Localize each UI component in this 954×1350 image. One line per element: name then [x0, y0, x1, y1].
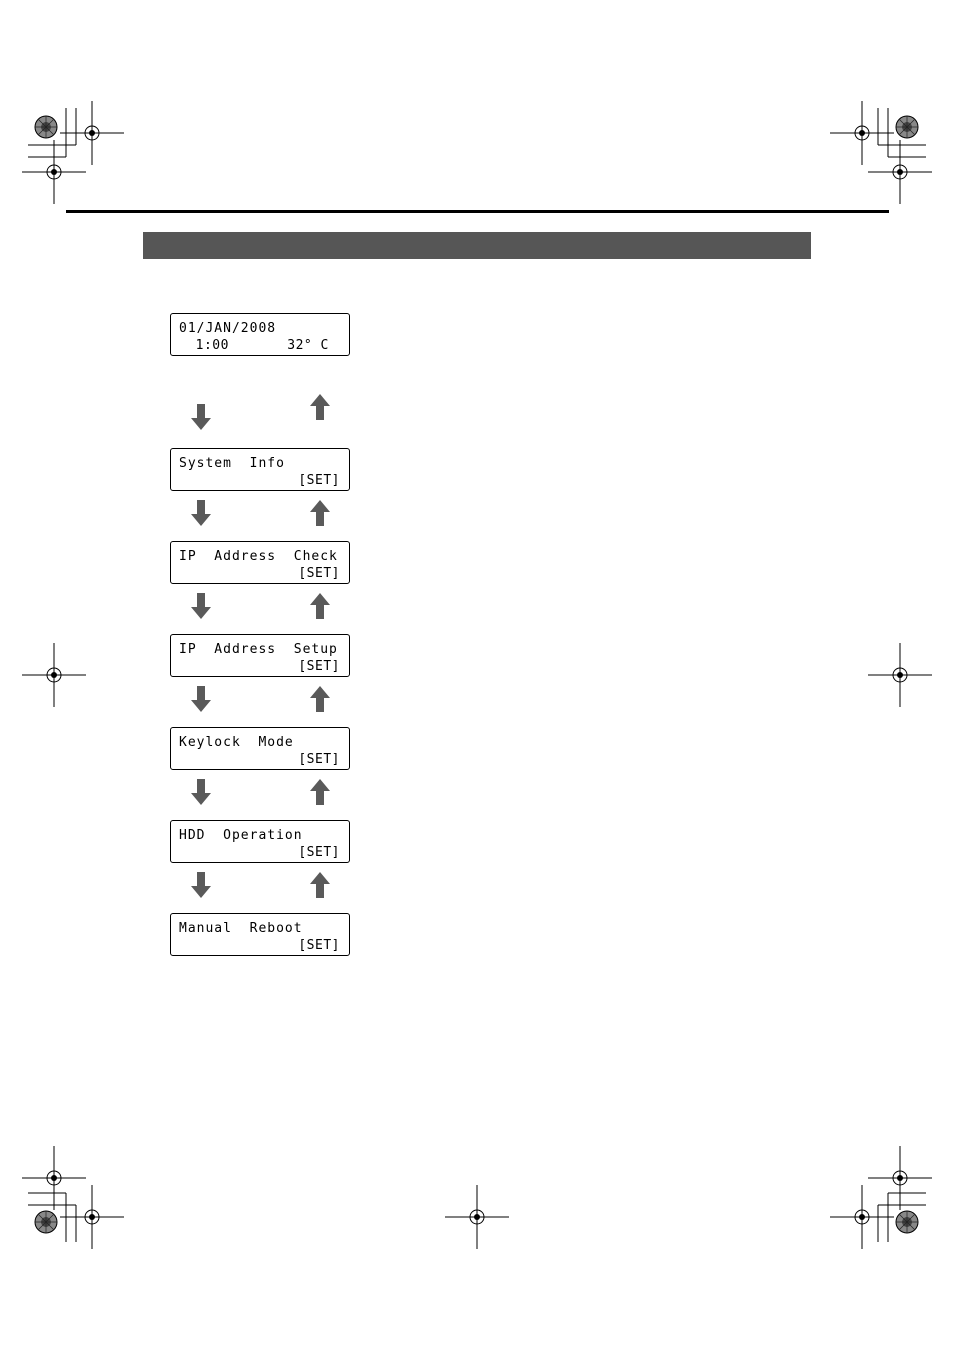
lcd-menu-label: Manual Reboot	[179, 921, 303, 936]
header-rule	[66, 210, 889, 213]
up-arrow-icon	[309, 593, 331, 619]
lcd-set-label: [SET]	[298, 752, 340, 767]
lcd-menu-label: IP Address Check	[179, 549, 338, 564]
up-arrow-icon	[309, 686, 331, 712]
lcd-menu-label: System Info	[179, 456, 285, 471]
down-arrow-icon	[190, 593, 212, 619]
down-arrow-icon	[190, 872, 212, 898]
lcd-time-temp: 1:00 32° C	[179, 338, 329, 353]
up-arrow-icon	[309, 872, 331, 898]
lcd-menu-label: Keylock Mode	[179, 735, 294, 750]
down-arrow-icon	[190, 500, 212, 526]
lcd-set-label: [SET]	[298, 473, 340, 488]
lcd-screen-ip-address-setup	[170, 634, 350, 677]
up-arrow-icon	[309, 500, 331, 526]
lcd-screen-manual-reboot	[170, 913, 350, 956]
down-arrow-icon	[190, 686, 212, 712]
up-arrow-icon	[309, 394, 331, 420]
lcd-screen-keylock-mode	[170, 727, 350, 770]
lcd-set-label: [SET]	[298, 659, 340, 674]
lcd-screen-ip-address-check	[170, 541, 350, 584]
lcd-screen-datetime	[170, 313, 350, 356]
section-header-bar	[143, 232, 811, 259]
down-arrow-icon	[190, 404, 212, 430]
down-arrow-icon	[190, 779, 212, 805]
lcd-set-label: [SET]	[298, 566, 340, 581]
lcd-set-label: [SET]	[298, 938, 340, 953]
lcd-screen-system-info	[170, 448, 350, 491]
lcd-date: 01/JAN/2008	[179, 321, 277, 336]
lcd-set-label: [SET]	[298, 845, 340, 860]
up-arrow-icon	[309, 779, 331, 805]
lcd-screen-hdd-operation	[170, 820, 350, 863]
lcd-menu-label: IP Address Setup	[179, 642, 338, 657]
lcd-menu-label: HDD Operation	[179, 828, 303, 843]
